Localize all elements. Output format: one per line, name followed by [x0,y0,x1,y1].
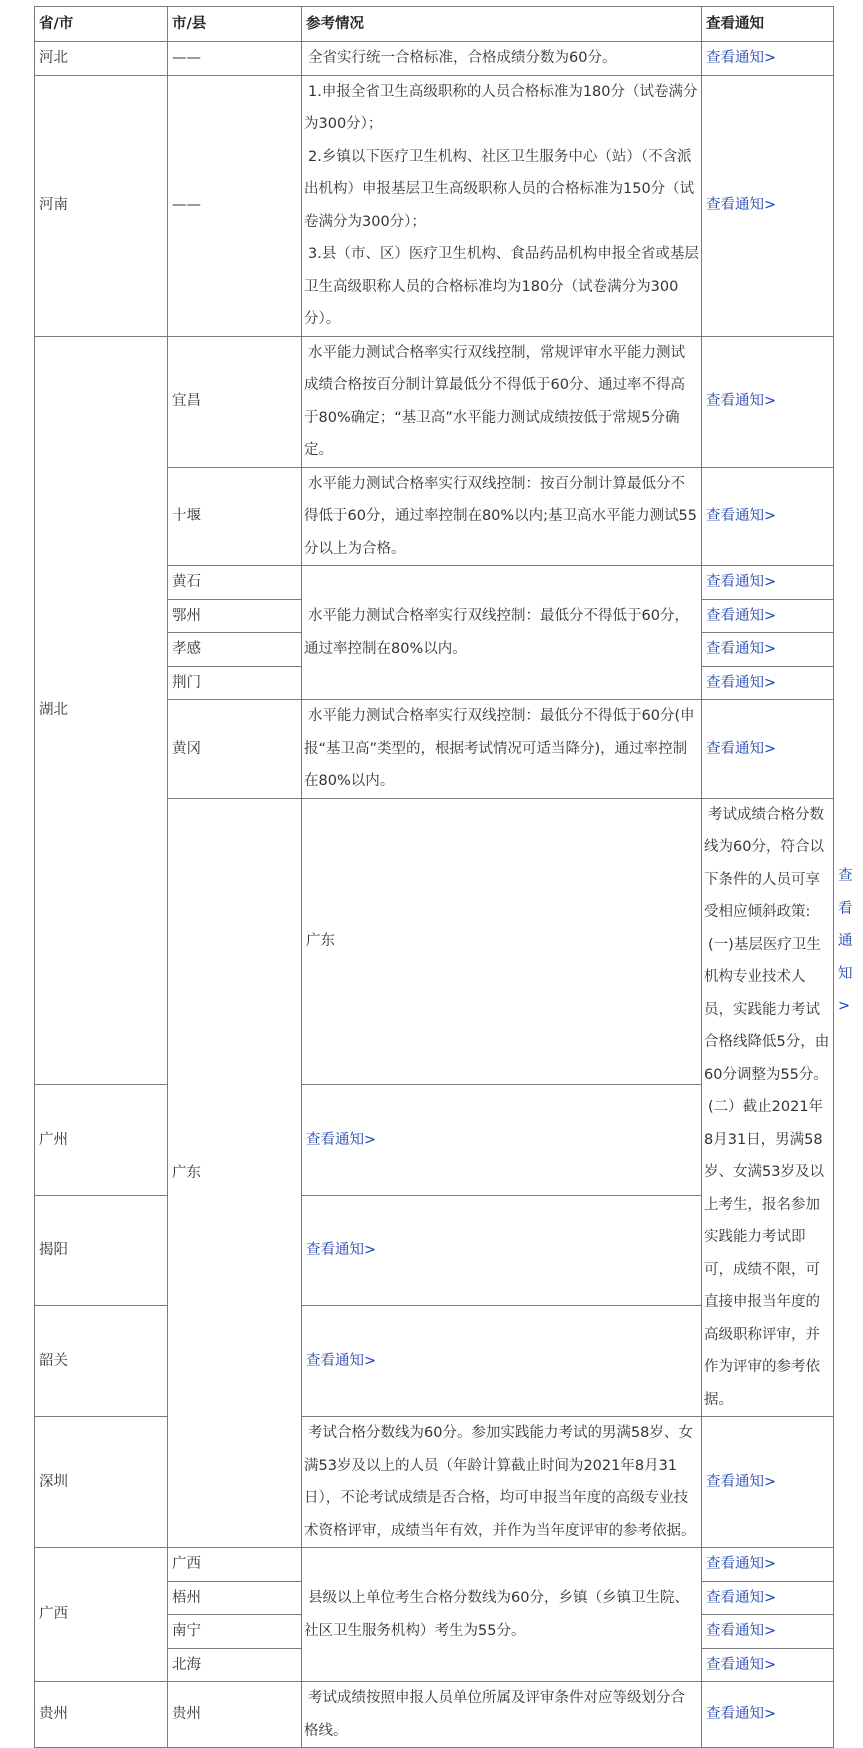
city-cell: 鄂州 [168,599,302,633]
table-header-row [35,7,834,42]
city-cell: 贵州 [168,1682,302,1748]
description-cell: 全省实行统一合格标准，合格成绩分数为60分。 [302,42,702,76]
view-notice-link[interactable]: 查看通知> [706,1623,777,1639]
view-notice-link[interactable]: 查看通知> [306,1352,377,1369]
city-cell: —— [168,42,302,76]
notice-cell [702,336,834,467]
view-notice-link[interactable]: 查看通知> [706,197,777,214]
notice-cell [702,467,834,566]
table-row [35,1682,834,1748]
description-cell: 水平能力测试合格率实行双线控制：按百分制计算最低分不得低于60分，通过率控制在80%以内;基卫高水平能力测试55分以上为合格。 [302,467,702,566]
passing-score-table [34,6,853,1748]
notice-cell [702,1581,834,1615]
city-cell: 揭阳 [35,1195,168,1306]
notice-cell [702,1548,834,1582]
view-notice-link[interactable]: 查看通知> [306,1131,377,1148]
view-notice-link[interactable]: 查看通知> [706,1556,777,1572]
description-cell: 水平能力测试合格率实行双线控制：最低分不得低于60分(申报“基卫高”类型的，根据考试情况可适当降分)，通过率控制在80%以内。 [302,700,702,799]
province-cell: 湖北 [35,336,168,1085]
city-cell: 梧州 [168,1581,302,1615]
city-cell: 孝感 [168,633,302,667]
description-cell: 水平能力测试合格率实行双线控制，常规评审水平能力测试成绩合格按百分制计算最低分不得低于60分、通过率不得高于80%确定；“基卫高”水平能力测试成绩按低于常规5分确定。 [302,336,702,467]
header-province: 省/市 [35,7,168,42]
city-cell: 黄石 [168,566,302,600]
notice-cell [702,1615,834,1649]
description-cell: 考试合格分数线为60分。参加实践能力考试的男满58岁、女满53岁及以上的人员（年龄计算截止时间为2021年8月31日），不论考试成绩是否合格，均可申报当年度的高级专业技术资格评审，成绩当年有效，并作为当年度评审的参考依据。 [302,1417,702,1548]
city-cell: 宜昌 [168,336,302,467]
view-notice-link[interactable]: 查看通知> [706,740,777,757]
notice-cell [702,1682,834,1748]
description-cell: 考试成绩按照申报人员单位所属及评审条件对应等级划分合格线。 [302,1682,702,1748]
table-row [35,75,834,336]
header-situation: 参考情况 [302,7,702,42]
view-notice-link[interactable]: 查看通知> [306,1242,377,1259]
view-notice-link[interactable]: 查看通知> [706,1589,777,1606]
description-cell: 水平能力测试合格率实行双线控制：最低分不得低于60分，通过率控制在80%以内。 [302,566,702,700]
view-notice-link[interactable]: 查看通知> [706,1706,777,1723]
view-notice-link[interactable]: 查看通知> [706,641,777,657]
notice-cell [702,599,834,633]
city-cell: 荆门 [168,666,302,700]
province-cell: 河南 [35,75,168,336]
view-notice-link[interactable]: 查看通知> [838,868,853,1015]
province-cell: 贵州 [35,1682,168,1748]
city-cell: 黄冈 [168,700,302,799]
view-notice-link[interactable]: 查看通知> [706,1473,777,1490]
table-row [35,1548,834,1582]
notice-cell [702,1417,834,1548]
city-cell: 深圳 [35,1417,168,1548]
notice-cell [302,1085,702,1196]
notice-cell [702,75,834,336]
view-notice-link[interactable]: 查看通知> [706,50,777,66]
city-cell: 韶关 [35,1306,168,1417]
header-city: 市/县 [168,7,302,42]
city-cell: 广东 [302,798,702,1085]
description-cell: 1.申报全省卫生高级职称的人员合格标准为180分（试卷满分为300分）； 2.乡镇以下医疗卫生机构、社区卫生服务中心（站）（不含派出机构）申报基层卫生高级职称人员的合格标准为150分（试卷满分为300分）； 3.县（市、区）医疗卫生机构、食品药品机构申报全省或基层卫生高级职称人员的合格标准均为180分（试卷满分为300分）。 [302,75,702,336]
city-cell: 南宁 [168,1615,302,1649]
notice-cell [702,633,834,667]
city-cell: 广西 [168,1548,302,1582]
province-cell: 河北 [35,42,168,76]
city-cell: 十堰 [168,467,302,566]
notice-cell [702,42,834,76]
notice-cell [702,666,834,700]
province-cell: 广西 [35,1548,168,1682]
notice-cell [702,700,834,799]
view-notice-link[interactable]: 查看通知> [706,393,777,410]
table-row [35,42,834,76]
view-notice-link[interactable]: 查看通知> [706,574,777,590]
view-notice-link[interactable]: 查看通知> [706,508,777,524]
city-cell: —— [168,75,302,336]
province-cell: 广东 [168,798,302,1548]
city-cell: 北海 [168,1648,302,1682]
view-notice-link[interactable]: 查看通知> [706,607,777,624]
notice-cell [302,1306,702,1417]
view-notice-link[interactable]: 查看通知> [706,674,777,691]
header-notice: 查看通知 [702,7,834,42]
table-row [35,1417,834,1548]
city-cell: 广州 [35,1085,168,1196]
description-cell: 考试成绩合格分数线为60分，符合以下条件的人员可享受相应倾斜政策: (一)基层医疗卫生机构专业技术人员，实践能力考试合格线降低5分，由60分调整为55分。 (二）截止2021年8月31日，男满58岁、女满53岁及以上考生，报名参加实践能力考试即可，成绩不限，可直接申报当年度的高级职称评审，并作为评审的参考依据。 [702,798,834,1417]
notice-cell [702,566,834,600]
notice-cell [702,1648,834,1682]
table-row [35,336,834,467]
notice-cell [302,1195,702,1306]
view-notice-link[interactable]: 查看通知> [706,1656,777,1673]
description-cell: 县级以上单位考生合格分数线为60分，乡镇（乡镇卫生院、社区卫生服务机构）考生为55分。 [302,1548,702,1682]
